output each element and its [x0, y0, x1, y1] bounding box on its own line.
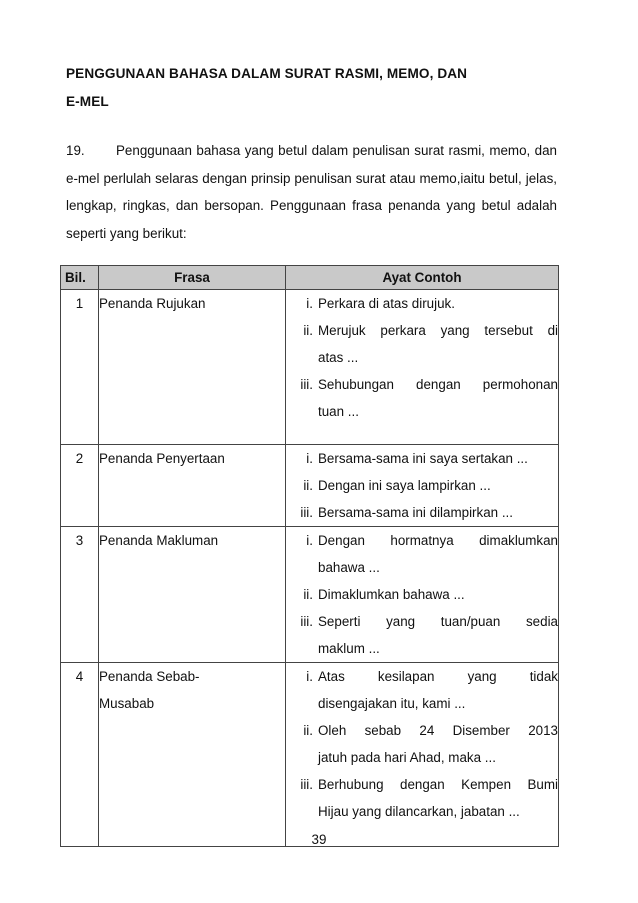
- row-number: 2: [61, 445, 99, 527]
- paragraph-text: Penggunaan bahasa yang betul dalam penulisan surat rasmi, memo, dan e-mel perlulah selaras dengan prinsip penulisan surat atau memo,iaitu betul, jelas, lengkap, ringkas, dan bersopan. Penggunaan frasa penanda yang betul adalah seperti yang berikut:: [66, 143, 557, 241]
- example-numeral: ii.: [303, 478, 313, 493]
- example-line: Perkara di atas dirujuk.: [318, 296, 455, 311]
- example-numeral: i.: [306, 533, 313, 548]
- example-item: [286, 499, 558, 526]
- ayat-contoh-cell: [286, 527, 559, 663]
- example-numeral: ii.: [303, 723, 313, 738]
- example-text: [318, 371, 558, 425]
- example-text: [318, 608, 558, 662]
- example-numeral: i.: [306, 669, 313, 684]
- example-item: [286, 472, 558, 499]
- title-line-1: PENGGUNAAN BAHASA DALAM SURAT RASMI, MEMO, DAN: [66, 66, 468, 81]
- example-text: [318, 290, 558, 317]
- frasa-cell: [99, 663, 286, 847]
- table-row: [61, 290, 559, 445]
- example-line: Oleh sebab 24 Disember 2013: [318, 723, 558, 738]
- example-line: Dengan ini saya lampirkan ...: [318, 478, 491, 493]
- example-text: [318, 317, 558, 371]
- frasa-line: Penanda Sebab-: [99, 669, 200, 684]
- example-item: [286, 317, 558, 371]
- header-ayat-contoh: Ayat Contoh: [286, 266, 559, 290]
- example-line: atas ...: [318, 350, 359, 365]
- example-line: maklum ...: [318, 641, 380, 656]
- frasa-table: [60, 265, 559, 847]
- example-text: [318, 499, 558, 526]
- example-numeral: iii.: [300, 377, 313, 392]
- frasa-cell: [99, 290, 286, 445]
- example-line: jatuh pada hari Ahad, maka ...: [318, 750, 496, 765]
- example-item: [286, 771, 558, 825]
- example-line: disengajakan itu, kami ...: [318, 696, 466, 711]
- example-text: [318, 527, 558, 581]
- row-number: 3: [61, 527, 99, 663]
- example-item: [286, 717, 558, 771]
- page-number: 39: [311, 832, 327, 847]
- example-item: [286, 527, 558, 581]
- ayat-contoh-cell: [286, 290, 559, 445]
- example-line: Merujuk perkara yang tersebut di: [318, 323, 558, 338]
- table-row: [61, 527, 559, 663]
- example-line: Bersama-sama ini saya sertakan ...: [318, 451, 528, 466]
- example-text: [318, 581, 558, 608]
- example-numeral: iii.: [300, 614, 313, 629]
- table-header-row: [61, 266, 559, 290]
- example-text: [318, 663, 558, 717]
- example-text: [318, 472, 558, 499]
- paragraph-number: 19.: [66, 143, 85, 158]
- frasa-cell: [99, 527, 286, 663]
- example-numeral: ii.: [303, 587, 313, 602]
- example-line: Seperti yang tuan/puan sedia: [318, 614, 558, 629]
- frasa-line: Penanda Makluman: [99, 533, 219, 548]
- table-body: [61, 290, 559, 847]
- header-frasa: Frasa: [99, 266, 286, 290]
- example-numeral: ii.: [303, 323, 313, 338]
- example-numeral: i.: [306, 451, 313, 466]
- frasa-line: Penanda Penyertaan: [99, 451, 225, 466]
- example-numeral: i.: [306, 296, 313, 311]
- example-line: Sehubungan dengan permohonan: [318, 377, 558, 392]
- example-item: [286, 608, 558, 662]
- example-item: [286, 663, 558, 717]
- example-line: Bersama-sama ini dilampirkan ...: [318, 505, 513, 520]
- example-item: [286, 290, 558, 317]
- row-number: 4: [61, 663, 99, 847]
- example-line: Atas kesilapan yang tidak: [318, 669, 558, 684]
- table-row: [61, 445, 559, 527]
- example-item: [286, 445, 558, 472]
- example-numeral: iii.: [300, 777, 313, 792]
- frasa-line: Musabab: [99, 696, 155, 711]
- example-item: [286, 581, 558, 608]
- example-item: [286, 371, 558, 425]
- paragraph-19: [66, 137, 557, 247]
- example-line: Berhubung dengan Kempen Bumi: [318, 777, 558, 792]
- frasa-cell: [99, 445, 286, 527]
- example-line: Dimaklumkan bahawa ...: [318, 587, 465, 602]
- title-line-2: E-MEL: [66, 94, 109, 109]
- example-line: tuan ...: [318, 404, 359, 419]
- example-line: Hijau yang dilancarkan, jabatan ...: [318, 804, 520, 819]
- example-text: [318, 771, 558, 825]
- example-line: bahawa ...: [318, 560, 380, 575]
- example-line: Dengan hormatnya dimaklumkan: [318, 533, 558, 548]
- ayat-contoh-cell: [286, 445, 559, 527]
- example-text: [318, 717, 558, 771]
- row-number: 1: [61, 290, 99, 445]
- header-bil: Bil.: [61, 266, 99, 290]
- section-title: [66, 60, 566, 116]
- example-text: [318, 445, 558, 472]
- frasa-line: Penanda Rujukan: [99, 296, 206, 311]
- ayat-contoh-cell: [286, 663, 559, 847]
- table-row: [61, 663, 559, 847]
- example-numeral: iii.: [300, 505, 313, 520]
